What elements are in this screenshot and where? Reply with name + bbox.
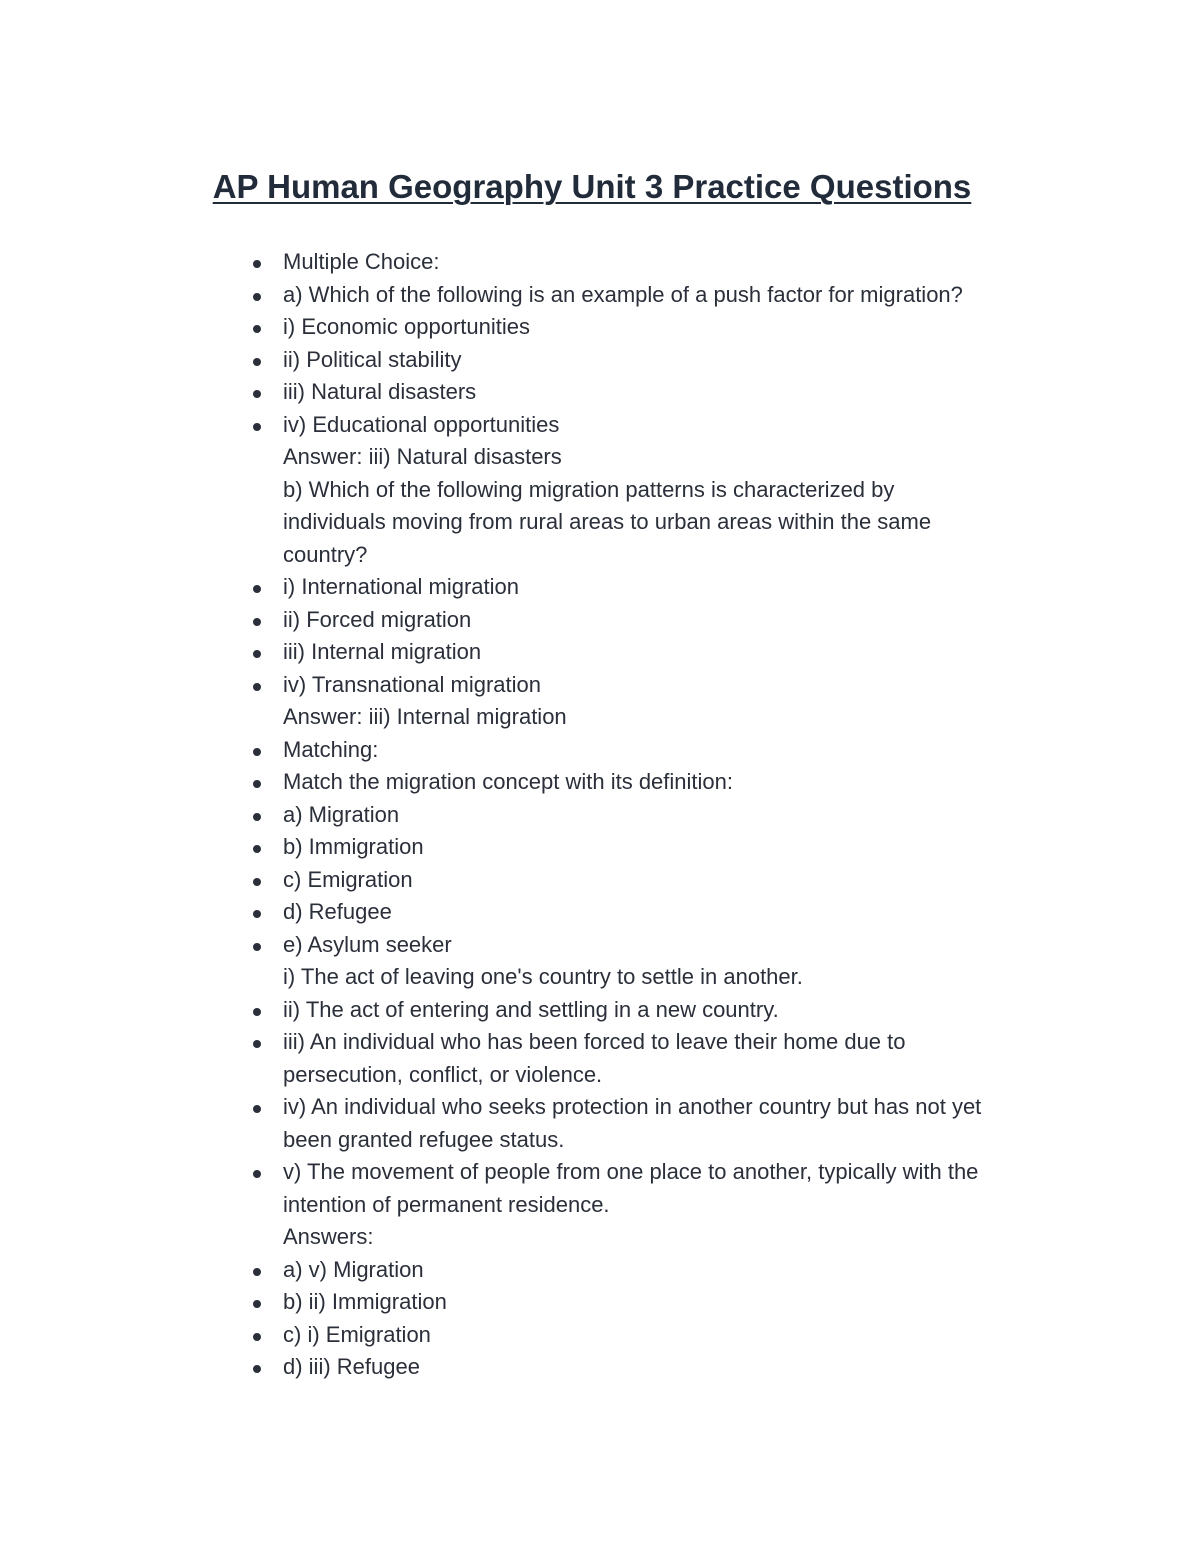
- list-item: i) Economic opportunities: [283, 311, 1053, 344]
- list-item: e) Asylum seeker: [283, 929, 1053, 962]
- list-item: b) ii) Immigration: [283, 1286, 1053, 1319]
- list-item: iii) Natural disasters: [283, 376, 1053, 409]
- list-item: iii) Internal migration: [283, 636, 1053, 669]
- text-line: country?: [283, 541, 368, 567]
- list-item: i) International migration: [283, 571, 1053, 604]
- list-item: Match the migration concept with its definition:: [283, 766, 1053, 799]
- list-item: b) Immigration: [283, 831, 1053, 864]
- text-line: Answer: iii) Natural disasters: [283, 444, 562, 469]
- list-item: c) Emigration: [283, 864, 1053, 897]
- list-item: a) v) Migration: [283, 1254, 1053, 1287]
- text-line: Answers:: [283, 1224, 374, 1249]
- list-item: a) Migration: [283, 799, 1053, 832]
- text-line: persecution, conflict, or violence.: [283, 1061, 603, 1087]
- text-line: b) Which of the following migration patterns is characterized by: [283, 476, 895, 502]
- text-line: Answer: iii) Internal migration: [283, 704, 567, 729]
- list-item: Matching:: [283, 734, 1053, 767]
- list-item: Multiple Choice:: [283, 246, 1053, 279]
- document-title: AP Human Geography Unit 3 Practice Questions: [212, 168, 972, 205]
- list-item: d) iii) Refugee: [283, 1351, 1053, 1384]
- list-item: a) Which of the following is an example of a push factor for migration?: [283, 279, 1053, 312]
- list-item: ii) Political stability: [283, 344, 1053, 377]
- text-line: individuals moving from rural areas to urban areas within the same: [283, 509, 932, 534]
- list-item: iv) Transnational migration: [283, 669, 1053, 702]
- list-item: iii) An individual who has been forced to leave their home due to: [283, 1026, 1053, 1059]
- list-item: ii) Forced migration: [283, 604, 1053, 637]
- text-line: been granted refugee status.: [283, 1126, 565, 1152]
- list-item: d) Refugee: [283, 896, 1053, 929]
- document-body: [283, 246, 1053, 1384]
- list-item: iv) An individual who seeks protection in another country but has not yet: [283, 1091, 1053, 1124]
- list-item: v) The movement of people from one place to another, typically with the: [283, 1156, 1053, 1189]
- list-item: ii) The act of entering and settling in a new country.: [283, 994, 1053, 1027]
- list-item: iv) Educational opportunities: [283, 409, 1053, 442]
- text-line: intention of permanent residence.: [283, 1191, 610, 1217]
- text-line: i) The act of leaving one's country to settle in another.: [283, 964, 803, 989]
- list-item: c) i) Emigration: [283, 1319, 1053, 1352]
